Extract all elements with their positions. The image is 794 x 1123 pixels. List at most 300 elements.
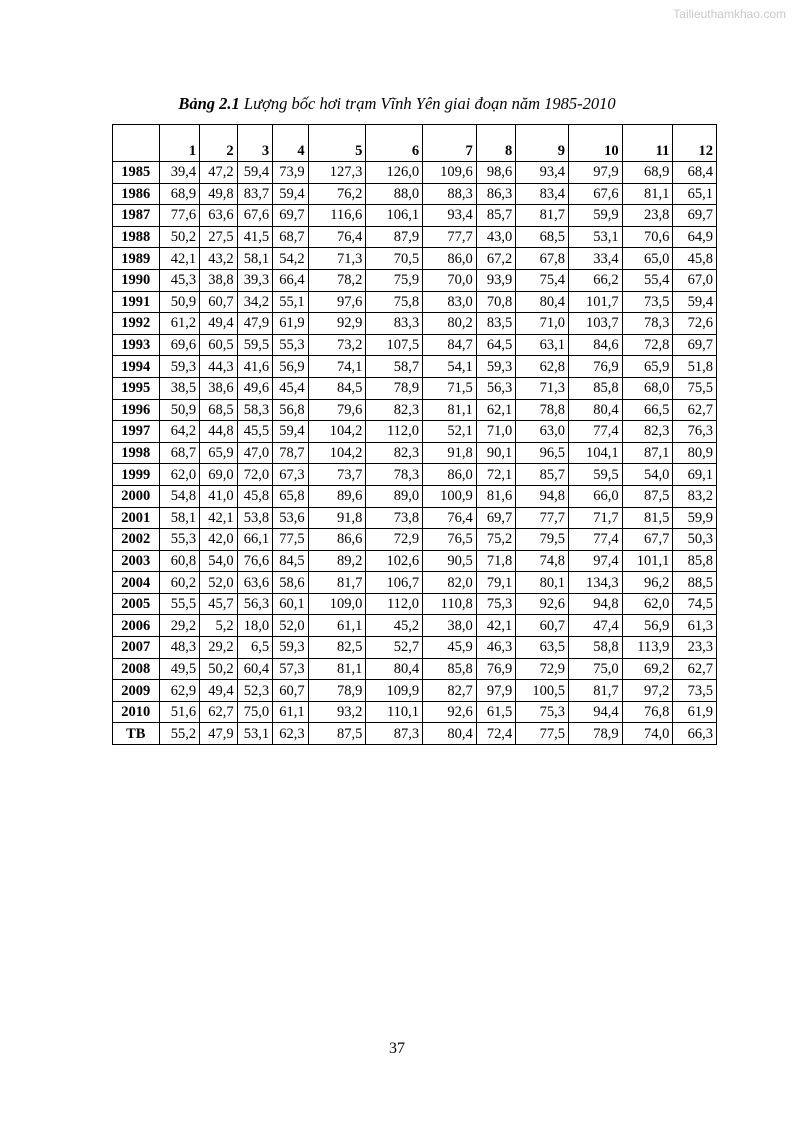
table-cell: 103,7: [568, 313, 622, 335]
table-cell: 62,3: [273, 723, 308, 745]
table-cell: 61,3: [673, 615, 717, 637]
table-cell: 77,5: [273, 529, 308, 551]
table-cell: 90,1: [476, 442, 516, 464]
table-cell: 52,3: [237, 680, 272, 702]
table-cell: 75,5: [673, 377, 717, 399]
table-cell: 49,8: [200, 183, 237, 205]
table-row: [113, 615, 717, 637]
table-cell: 56,3: [476, 377, 516, 399]
table-cell: 100,5: [516, 680, 569, 702]
table-cell: 58,1: [237, 248, 272, 270]
table-cell: 73,8: [366, 507, 423, 529]
table-cell: 69,7: [476, 507, 516, 529]
table-cell: 69,1: [673, 464, 717, 486]
table-cell: 55,3: [273, 334, 308, 356]
table-cell: 68,7: [159, 442, 200, 464]
table-cell: 39,3: [237, 269, 272, 291]
column-header: 12: [673, 125, 717, 162]
table-cell: 77,5: [516, 723, 569, 745]
table-row: [113, 572, 717, 594]
row-header: 2004: [113, 572, 160, 594]
table-cell: 74,5: [673, 593, 717, 615]
table-cell: 75,4: [516, 269, 569, 291]
row-header: 1989: [113, 248, 160, 270]
table-cell: 70,6: [622, 226, 673, 248]
table-cell: 61,5: [476, 701, 516, 723]
table-cell: 94,8: [568, 593, 622, 615]
table-cell: 47,9: [237, 313, 272, 335]
table-cell: 45,7: [200, 593, 237, 615]
table-cell: 69,6: [159, 334, 200, 356]
table-cell: 38,0: [423, 615, 477, 637]
table-cell: 68,5: [516, 226, 569, 248]
table-cell: 85,8: [423, 658, 477, 680]
table-cell: 82,0: [423, 572, 477, 594]
table-cell: 80,4: [366, 658, 423, 680]
table-cell: 65,9: [200, 442, 237, 464]
table-cell: 41,5: [237, 226, 272, 248]
table-cell: 48,3: [159, 637, 200, 659]
table-cell: 45,8: [237, 485, 272, 507]
table-cell: 80,9: [673, 442, 717, 464]
table-cell: 97,6: [308, 291, 366, 313]
table-cell: 70,5: [366, 248, 423, 270]
table-cell: 75,3: [516, 701, 569, 723]
table-cell: 92,6: [423, 701, 477, 723]
table-cell: 41,0: [200, 485, 237, 507]
table-cell: 42,1: [200, 507, 237, 529]
table-cell: 66,3: [673, 723, 717, 745]
table-row: [113, 442, 717, 464]
table-cell: 60,1: [273, 593, 308, 615]
table-cell: 52,1: [423, 421, 477, 443]
table-cell: 42,1: [476, 615, 516, 637]
table-cell: 101,7: [568, 291, 622, 313]
table-cell: 55,3: [159, 529, 200, 551]
table-cell: 72,1: [476, 464, 516, 486]
row-header: 2010: [113, 701, 160, 723]
table-cell: 72,9: [516, 658, 569, 680]
table-cell: 79,5: [516, 529, 569, 551]
row-header: TB: [113, 723, 160, 745]
table-cell: 60,7: [516, 615, 569, 637]
table-cell: 18,0: [237, 615, 272, 637]
table-cell: 80,4: [568, 399, 622, 421]
table-cell: 80,1: [516, 572, 569, 594]
table-cell: 102,6: [366, 550, 423, 572]
row-header: 2009: [113, 680, 160, 702]
evaporation-table: [112, 124, 717, 745]
row-header: 2002: [113, 529, 160, 551]
table-row: [113, 507, 717, 529]
table-cell: 76,4: [423, 507, 477, 529]
table-cell: 77,7: [516, 507, 569, 529]
table-cell: 50,9: [159, 399, 200, 421]
table-cell: 56,9: [622, 615, 673, 637]
table-cell: 78,9: [308, 680, 366, 702]
table-cell: 42,0: [200, 529, 237, 551]
table-row: [113, 291, 717, 313]
row-header: 1999: [113, 464, 160, 486]
table-row: [113, 637, 717, 659]
table-cell: 47,4: [568, 615, 622, 637]
table-cell: 126,0: [366, 162, 423, 184]
table-cell: 59,4: [273, 183, 308, 205]
table-cell: 112,0: [366, 593, 423, 615]
table-row: [113, 421, 717, 443]
table-cell: 81,6: [476, 485, 516, 507]
table-cell: 63,5: [516, 637, 569, 659]
table-row: [113, 269, 717, 291]
table-cell: 80,2: [423, 313, 477, 335]
table-cell: 84,5: [273, 550, 308, 572]
table-cell: 89,2: [308, 550, 366, 572]
table-cell: 57,3: [273, 658, 308, 680]
table-cell: 110,1: [366, 701, 423, 723]
table-cell: 61,1: [273, 701, 308, 723]
table-cell: 100,9: [423, 485, 477, 507]
row-header: 1997: [113, 421, 160, 443]
table-cell: 60,8: [159, 550, 200, 572]
table-cell: 62,7: [673, 658, 717, 680]
table-cell: 88,0: [366, 183, 423, 205]
table-cell: 27,5: [200, 226, 237, 248]
table-cell: 67,2: [476, 248, 516, 270]
table-row: [113, 183, 717, 205]
table-cell: 62,0: [159, 464, 200, 486]
table-cell: 73,7: [308, 464, 366, 486]
table-cell: 76,8: [622, 701, 673, 723]
table-cell: 77,6: [159, 205, 200, 227]
table-cell: 71,3: [516, 377, 569, 399]
table-row: [113, 248, 717, 270]
table-cell: 62,7: [200, 701, 237, 723]
table-cell: 65,1: [673, 183, 717, 205]
table-cell: 107,5: [366, 334, 423, 356]
row-header: 1988: [113, 226, 160, 248]
table-cell: 81,1: [423, 399, 477, 421]
table-cell: 55,4: [622, 269, 673, 291]
table-cell: 71,3: [308, 248, 366, 270]
table-cell: 76,2: [308, 183, 366, 205]
table-cell: 101,1: [622, 550, 673, 572]
table-cell: 127,3: [308, 162, 366, 184]
table-cell: 79,1: [476, 572, 516, 594]
table-cell: 62,9: [159, 680, 200, 702]
table-cell: 91,8: [423, 442, 477, 464]
table-cell: 53,1: [237, 723, 272, 745]
table-cell: 87,5: [308, 723, 366, 745]
table-cell: 55,2: [159, 723, 200, 745]
table-cell: 66,1: [237, 529, 272, 551]
table-cell: 38,6: [200, 377, 237, 399]
table-cell: 82,3: [622, 421, 673, 443]
table-cell: 96,2: [622, 572, 673, 594]
table-cell: 45,2: [366, 615, 423, 637]
table-cell: 78,2: [308, 269, 366, 291]
table-cell: 39,4: [159, 162, 200, 184]
table-cell: 75,3: [476, 593, 516, 615]
table-cell: 86,0: [423, 248, 477, 270]
table-cell: 50,2: [200, 658, 237, 680]
table-cell: 33,4: [568, 248, 622, 270]
table-cell: 53,1: [568, 226, 622, 248]
table-cell: 58,1: [159, 507, 200, 529]
table-cell: 63,6: [200, 205, 237, 227]
table-cell: 78,8: [516, 399, 569, 421]
row-header: 1990: [113, 269, 160, 291]
table-cell: 69,7: [673, 334, 717, 356]
table-cell: 75,8: [366, 291, 423, 313]
table-cell: 5,2: [200, 615, 237, 637]
table-cell: 73,5: [622, 291, 673, 313]
table-caption: [0, 94, 794, 114]
table-cell: 66,4: [273, 269, 308, 291]
table-body: [113, 162, 717, 745]
table-row: [113, 464, 717, 486]
table-cell: 45,5: [237, 421, 272, 443]
table-cell: 54,0: [622, 464, 673, 486]
table-cell: 106,1: [366, 205, 423, 227]
row-header: 1991: [113, 291, 160, 313]
table-row: [113, 377, 717, 399]
table-cell: 134,3: [568, 572, 622, 594]
caption-text: Lượng bốc hơi trạm Vĩnh Yên giai đoạn năm 1985-2010: [239, 94, 616, 113]
table-cell: 66,5: [622, 399, 673, 421]
table-cell: 53,6: [273, 507, 308, 529]
table-cell: 59,9: [673, 507, 717, 529]
column-header: 8: [476, 125, 516, 162]
row-header: 2006: [113, 615, 160, 637]
table-row: [113, 550, 717, 572]
column-header: 7: [423, 125, 477, 162]
table-cell: 42,1: [159, 248, 200, 270]
table-cell: 64,9: [673, 226, 717, 248]
table-cell: 106,7: [366, 572, 423, 594]
table-cell: 76,5: [423, 529, 477, 551]
table-cell: 56,9: [273, 356, 308, 378]
table-cell: 65,8: [273, 485, 308, 507]
table-cell: 79,6: [308, 399, 366, 421]
column-header: 1: [159, 125, 200, 162]
table-cell: 112,0: [366, 421, 423, 443]
table-cell: 88,3: [423, 183, 477, 205]
table-cell: 45,8: [673, 248, 717, 270]
table-cell: 65,0: [622, 248, 673, 270]
table-row: [113, 162, 717, 184]
table-cell: 81,1: [622, 183, 673, 205]
table-cell: 89,0: [366, 485, 423, 507]
caption-label: Bảng 2.1: [178, 94, 240, 113]
table-cell: 87,1: [622, 442, 673, 464]
table-cell: 64,5: [476, 334, 516, 356]
table-cell: 68,5: [200, 399, 237, 421]
table-cell: 59,4: [273, 421, 308, 443]
table-cell: 6,5: [237, 637, 272, 659]
table-cell: 44,3: [200, 356, 237, 378]
row-header: 1987: [113, 205, 160, 227]
table-cell: 86,6: [308, 529, 366, 551]
table-cell: 67,0: [673, 269, 717, 291]
row-header: 2005: [113, 593, 160, 615]
table-cell: 70,8: [476, 291, 516, 313]
table-cell: 83,4: [516, 183, 569, 205]
table-cell: 41,6: [237, 356, 272, 378]
table-cell: 78,9: [366, 377, 423, 399]
table-cell: 80,4: [423, 723, 477, 745]
table-cell: 88,5: [673, 572, 717, 594]
table-cell: 78,3: [622, 313, 673, 335]
table-cell: 74,0: [622, 723, 673, 745]
table-cell: 60,7: [200, 291, 237, 313]
table-cell: 61,2: [159, 313, 200, 335]
table-cell: 47,2: [200, 162, 237, 184]
table-cell: 77,4: [568, 529, 622, 551]
table-cell: 109,0: [308, 593, 366, 615]
row-header: 1993: [113, 334, 160, 356]
table-cell: 83,5: [476, 313, 516, 335]
table-cell: 86,3: [476, 183, 516, 205]
table-cell: 72,0: [237, 464, 272, 486]
table-cell: 80,4: [516, 291, 569, 313]
table-cell: 68,4: [673, 162, 717, 184]
table-cell: 29,2: [200, 637, 237, 659]
table-cell: 65,9: [622, 356, 673, 378]
table-cell: 93,2: [308, 701, 366, 723]
table-cell: 59,4: [673, 291, 717, 313]
row-header: 1985: [113, 162, 160, 184]
table-cell: 66,2: [568, 269, 622, 291]
table-cell: 72,6: [673, 313, 717, 335]
table-cell: 83,2: [673, 485, 717, 507]
table-cell: 97,2: [622, 680, 673, 702]
table-cell: 81,7: [308, 572, 366, 594]
table-cell: 70,0: [423, 269, 477, 291]
table-cell: 47,0: [237, 442, 272, 464]
table-cell: 90,5: [423, 550, 477, 572]
table-cell: 60,5: [200, 334, 237, 356]
table-cell: 87,9: [366, 226, 423, 248]
table-cell: 94,4: [568, 701, 622, 723]
table-cell: 54,1: [423, 356, 477, 378]
table-cell: 69,7: [273, 205, 308, 227]
table-cell: 85,7: [476, 205, 516, 227]
table-cell: 59,4: [237, 162, 272, 184]
table-cell: 23,8: [622, 205, 673, 227]
table-cell: 76,6: [237, 550, 272, 572]
table-row: [113, 723, 717, 745]
table-cell: 45,3: [159, 269, 200, 291]
table-cell: 76,3: [673, 421, 717, 443]
row-header: 1986: [113, 183, 160, 205]
table-cell: 97,4: [568, 550, 622, 572]
table-cell: 81,1: [308, 658, 366, 680]
table-cell: 49,4: [200, 313, 237, 335]
table-cell: 68,7: [273, 226, 308, 248]
table-cell: 72,4: [476, 723, 516, 745]
table-cell: 63,0: [516, 421, 569, 443]
table-cell: 78,9: [568, 723, 622, 745]
table-cell: 78,3: [366, 464, 423, 486]
table-row: [113, 334, 717, 356]
column-header: 2: [200, 125, 237, 162]
table-cell: 81,7: [516, 205, 569, 227]
table-cell: 45,9: [423, 637, 477, 659]
table-cell: 38,8: [200, 269, 237, 291]
table-cell: 67,6: [237, 205, 272, 227]
table-cell: 54,8: [159, 485, 200, 507]
table-cell: 86,0: [423, 464, 477, 486]
table-row: [113, 701, 717, 723]
column-header: 3: [237, 125, 272, 162]
table-cell: 84,6: [568, 334, 622, 356]
table-cell: 64,2: [159, 421, 200, 443]
table-cell: 73,5: [673, 680, 717, 702]
table-cell: 116,6: [308, 205, 366, 227]
table-cell: 83,7: [237, 183, 272, 205]
row-header: 2000: [113, 485, 160, 507]
table-cell: 73,9: [273, 162, 308, 184]
row-header: 1995: [113, 377, 160, 399]
table-cell: 34,2: [237, 291, 272, 313]
table-row: [113, 658, 717, 680]
table-cell: 98,6: [476, 162, 516, 184]
table-cell: 61,9: [273, 313, 308, 335]
table-cell: 66,0: [568, 485, 622, 507]
table-cell: 52,0: [200, 572, 237, 594]
table-cell: 78,7: [273, 442, 308, 464]
table-cell: 58,7: [366, 356, 423, 378]
corner-cell: [113, 125, 160, 162]
table-cell: 63,1: [516, 334, 569, 356]
table-cell: 62,7: [673, 399, 717, 421]
table-cell: 62,8: [516, 356, 569, 378]
table-cell: 110,8: [423, 593, 477, 615]
table-cell: 67,6: [568, 183, 622, 205]
table-cell: 84,7: [423, 334, 477, 356]
table-cell: 29,2: [159, 615, 200, 637]
table-cell: 68,9: [159, 183, 200, 205]
table-cell: 83,3: [366, 313, 423, 335]
table-cell: 76,9: [568, 356, 622, 378]
table-cell: 58,6: [273, 572, 308, 594]
table-cell: 69,7: [673, 205, 717, 227]
table-cell: 87,3: [366, 723, 423, 745]
table-cell: 61,9: [673, 701, 717, 723]
table-cell: 43,0: [476, 226, 516, 248]
table-cell: 59,3: [159, 356, 200, 378]
table-cell: 67,7: [622, 529, 673, 551]
table-cell: 51,8: [673, 356, 717, 378]
table-cell: 83,0: [423, 291, 477, 313]
table-cell: 52,0: [273, 615, 308, 637]
row-header: 1998: [113, 442, 160, 464]
row-header: 1996: [113, 399, 160, 421]
table-cell: 49,5: [159, 658, 200, 680]
table-cell: 51,6: [159, 701, 200, 723]
table-row: [113, 485, 717, 507]
table-cell: 63,6: [237, 572, 272, 594]
table-cell: 92,6: [516, 593, 569, 615]
table-cell: 58,8: [568, 637, 622, 659]
table-cell: 77,4: [568, 421, 622, 443]
table-cell: 82,3: [366, 399, 423, 421]
table-cell: 87,5: [622, 485, 673, 507]
table-cell: 61,1: [308, 615, 366, 637]
table-cell: 104,2: [308, 421, 366, 443]
table-cell: 109,9: [366, 680, 423, 702]
table-cell: 69,2: [622, 658, 673, 680]
